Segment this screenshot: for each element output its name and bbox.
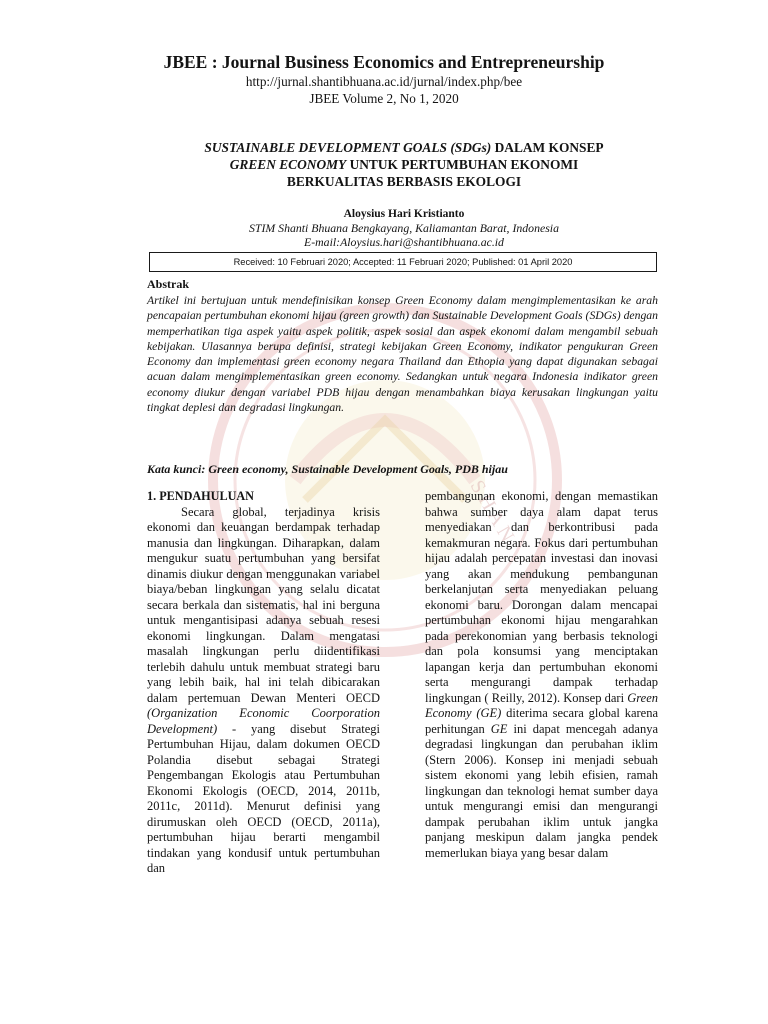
paragraph-italic-ge2: GE (490, 721, 508, 736)
author-block (0, 207, 768, 249)
title-italic-1: SUSTAINABLE DEVELOPMENT GOALS (SDGs) (204, 140, 492, 155)
author-affiliation: STIM Shanti Bhuana Bengkayang, Kaliamantan Barat, Indonesia (249, 221, 559, 235)
title-italic-2: GREEN ECONOMY (229, 157, 347, 172)
journal-volume: JBEE Volume 2, No 1, 2020 (309, 91, 459, 106)
publication-dates-box: Received: 10 Februari 2020; Accepted: 11 Februari 2020; Published: 01 April 2020 (149, 252, 657, 272)
paragraph-italic: (Organization Economic Coorporation Development) (147, 706, 380, 736)
title-line-3: BERKUALITAS BERBASIS EKOLOGI (286, 174, 522, 189)
journal-url[interactable]: http://jurnal.shantibhuana.ac.id/jurnal/index.php/bee (245, 74, 523, 89)
journal-header (0, 51, 768, 107)
paragraph-continued (425, 489, 658, 861)
author-name: Aloysius Hari Kristianto (343, 208, 465, 220)
paragraph-text-b: diterima secara global karena perhitungan (425, 706, 658, 736)
keywords: Kata kunci: Green economy, Sustainable Development Goals, PDB hijau (147, 462, 508, 476)
paragraph-text-end: - yang disebut Strategi Pertumbuhan Hijau, dalam dokumen OECD Polandia disebut sebagai Strategi Pengembangan Ekologis atau Pertumbuhan Ekonomi Ekologis (OECD, 2014, 2011b, 2011c, 2011d). Menurut definisi yang dirumuskan oleh OECD (OECD, 2011a), pertumbuhan hijau berarti mengambil tindakan yang kondusif untuk pertumbuhan dan (147, 721, 380, 875)
body-column-right (425, 489, 658, 861)
paper-title (0, 139, 768, 190)
section-heading: 1. PENDAHULUAN (147, 489, 254, 503)
body-column-left (147, 489, 380, 877)
author-email[interactable]: E-mail:Aloysius.hari@shantibhuana.ac.id (304, 235, 504, 249)
paragraph-italic-ge: Green Economy (GE) (425, 690, 658, 720)
abstract-heading: Abstrak (147, 277, 190, 291)
title-rest-2: UNTUK PERTUMBUHAN EKONOMI (346, 157, 579, 172)
title-rest-1: DALAM KONSEP (491, 140, 604, 155)
svg-text:S H A N: S H A N (465, 476, 519, 546)
paragraph-text: Secara global, terjadinya krisis ekonomi dan keuangan berdampak terhadap manusia dan lingkungan. Diharapkan, dalam mengukur suatu pertumbuhan yang bersifat dinamis diukur dengan menggunakan variabel biaya/beban lingkungan yang selalu dicatat secara berkala dan sistematis, hal ini berguna untuk mengantisipasi adanya sebuah resesi ekonomi lingkungan. Dalam mengatasi masalah lingkungan perlu diidentifikasi terlebih dahulu untuk membuat strategi baru yang lebih baik, hal ini telah dibicarakan dalam pertemuan Dewan Menteri OECD (147, 504, 380, 705)
journal-title: JBEE : Journal Business Economics and Entrepreneurship (163, 52, 605, 72)
paragraph-text-c: ini dapat mencegah adanya degradasi lingkungan dan perubahan iklim (Stern 2006). Konsep ini menjadi sebuah sistem ekonomi yang lebih efisien, ramah lingkungan dan teknologi hemat sumber daya untuk mengurangi emisi dan mengurangi dampak perubahan iklim untuk jangka panjang meskipun dalam jangka pendek memerlukan biaya yang besar dalam (425, 721, 658, 860)
paragraph-intro (147, 505, 380, 877)
paragraph-text-a: pembangunan ekonomi, dengan memastikan bahwa sumber daya alam dapat terus menyediakan dan berkontribusi pada kemakmuran negara. Fokus dari pertumbuhan hijau adalah percepatan investasi dan inovasi yang akan mendukung pembangunan berkelanjutan serta menyediakan peluang ekonomi baru. Dorongan dalam mencapai pertumbuhan ekonomi hijau mengarahkan pada perekonomian yang berbasis teknologi dan pola konsumsi yang menciptakan lapangan kerja dan pertumbuhan ekonomi serta mengurangi dampak terhadap lingkungan ( Reilly, 2012). Konsep dari (425, 489, 658, 705)
abstract-text: Artikel ini bertujuan untuk mendefinisikan konsep Green Economy dalam mengimplementasikan ke arah pencapaian pertumbuhan ekonomi hijau (green growth) dan Sustainable Development Goals (SDGs) dengan memperhatikan tiga aspek yaitu aspek politik, aspek sosial dan aspek ekonomi dalam mengambil sebuah kebijakan. Ulasannya berupa definisi, strategi kebijakan Green Economy, indikator pengukuran Green Economy dan implementasi green economy negara Thailand dan Ethopia yang dapat digunakan sebagai acuan dalam mengimplementasikan green economy. Sedangkan untuk negara Indonesia indikator green economy diukur dengan variabel PDB hijau dengan menambahkan biaya kerusakan lingkungan yaitu tingkat deplesi dan degradasi lingkungan. (147, 294, 658, 415)
